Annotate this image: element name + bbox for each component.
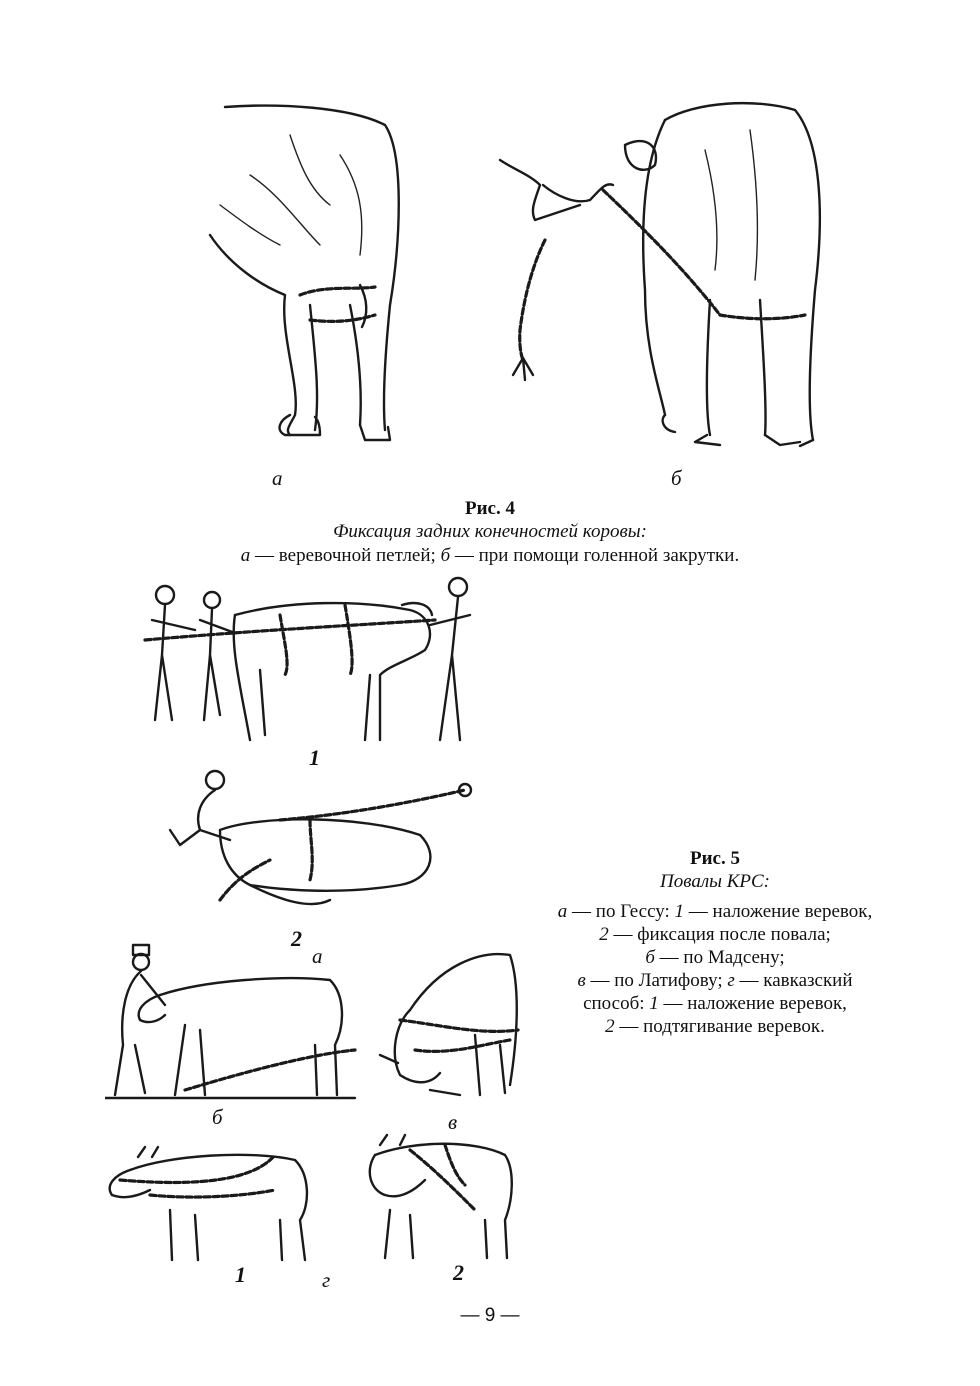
fig4-title: Рис. 4 <box>465 498 515 519</box>
fig5-line-5 <box>525 992 905 1015</box>
fig5-line4-letter2: г <box>727 970 735 991</box>
fig5-label-v: в <box>448 1110 458 1134</box>
fig5-line1-text2: — наложение веревок, <box>684 901 873 922</box>
fig5-title: Рис. 5 <box>690 848 740 869</box>
fig5-caption <box>525 847 905 1038</box>
fig5-subtitle: Повалы КРС: <box>660 871 770 892</box>
fig5-line4-letter: в <box>577 970 586 991</box>
fig5-line4-text: — по Латифову; <box>585 970 728 991</box>
figure-4 <box>0 0 980 570</box>
fig4-subtitle: Фиксация задних конечностей коровы: <box>333 521 647 542</box>
fig5-line3-text: — по Мадсену; <box>654 947 785 968</box>
fig5-line-1 <box>525 900 905 923</box>
fig5-label-1-top: 1 <box>309 745 320 770</box>
fig5-line1-letter: а <box>557 901 568 922</box>
fig5-scene-gessu-1 <box>140 575 490 755</box>
fig5-line-4 <box>525 969 905 992</box>
fig5-label-2-mid: 2 <box>291 926 302 951</box>
fig5-line5-text: способ: <box>583 993 650 1014</box>
fig5-line-3 <box>525 946 905 969</box>
fig5-scene-gessu-2 <box>160 760 490 940</box>
fig4-panel-b-illustration <box>495 90 840 460</box>
fig5-line6-num: 2 <box>605 1016 615 1037</box>
fig5-line-2 <box>525 923 905 946</box>
fig5-label-g: г <box>322 1268 331 1292</box>
fig5-label-g1: 1 <box>235 1262 246 1287</box>
fig5-scene-caucasian-2 <box>355 1130 525 1265</box>
figure-5 <box>0 570 980 1310</box>
fig5-line2-text: — фиксация после повала; <box>608 924 831 945</box>
fig5-line1-num: 1 <box>674 901 685 922</box>
fig4-desc-a-letter: а <box>240 545 251 566</box>
fig4-desc-b-text: — при помощи голенной закрутки. <box>450 545 740 566</box>
fig4-desc-a-text: — веревочной петлей; <box>250 545 441 566</box>
fig5-scene-madsen <box>105 935 360 1105</box>
fig5-line4-text2: — кавказский <box>734 970 853 991</box>
fig5-line5-text2: — наложение веревок, <box>658 993 847 1014</box>
fig4-caption <box>150 497 830 567</box>
fig4-panel-a-label: а <box>272 466 283 490</box>
fig5-label-a: а <box>312 944 323 968</box>
fig5-line5-num: 1 <box>649 993 659 1014</box>
fig5-scene-latifov <box>370 945 525 1110</box>
fig4-description <box>150 544 830 567</box>
fig5-scene-caucasian-1 <box>100 1135 325 1270</box>
page-number: — 9 — <box>460 1305 520 1326</box>
fig5-line3-letter: б <box>645 947 655 968</box>
fig4-desc-b-letter: б <box>440 545 451 566</box>
fig5-label-b: б <box>212 1105 223 1129</box>
fig4-panel-a-illustration <box>190 95 420 455</box>
fig4-panel-b-label: б <box>671 466 682 490</box>
fig5-line-6 <box>525 1015 905 1038</box>
fig5-line2-num: 2 <box>599 924 609 945</box>
fig5-label-g2: 2 <box>453 1260 464 1285</box>
fig5-line6-text: — подтягивание веревок. <box>614 1016 825 1037</box>
fig5-line1-text: — по Гессу: <box>567 901 675 922</box>
